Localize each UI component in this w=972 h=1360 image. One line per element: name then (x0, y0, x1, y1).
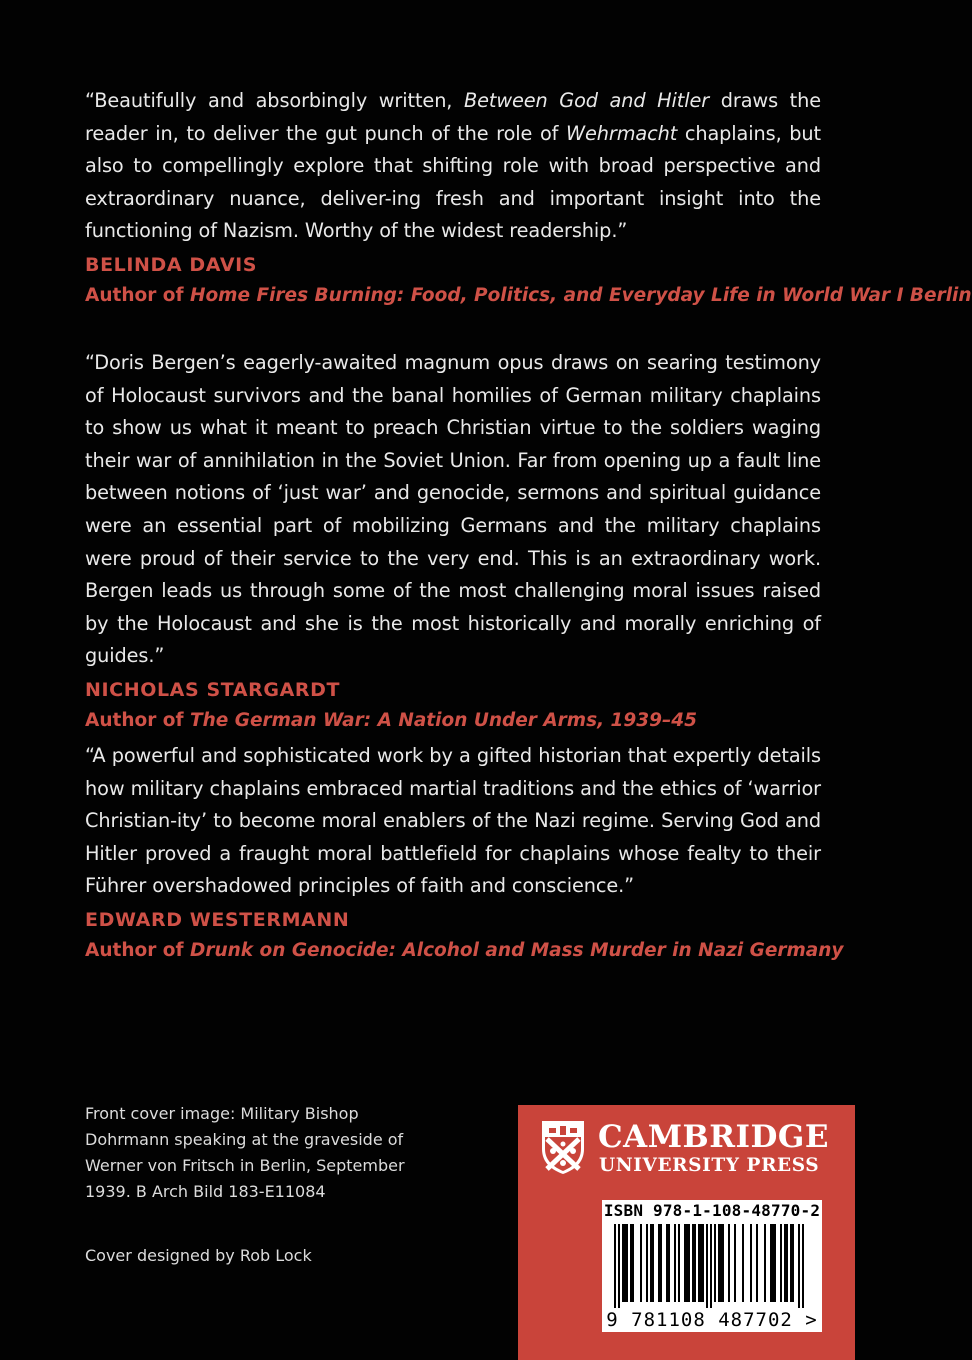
publisher-name: CAMBRIDGE (598, 1119, 829, 1155)
barcode-bar (666, 1224, 668, 1302)
barcode-bar (742, 1224, 744, 1302)
barcode-bar (688, 1224, 690, 1302)
barcode-bar (694, 1224, 696, 1302)
review-quote-davis (85, 85, 821, 248)
barcode-bar (750, 1224, 752, 1302)
barcode-bar (780, 1224, 782, 1302)
isbn-label: ISBN 978-1-108-48770-2 (603, 1201, 821, 1220)
quote-term: Wehrmacht (566, 121, 678, 145)
barcode-bar (706, 1224, 708, 1308)
barcode-bar (718, 1224, 720, 1302)
barcode-bar (734, 1224, 736, 1302)
barcode-bar (770, 1224, 772, 1302)
barcode-bar (728, 1224, 730, 1302)
barcode-bar (698, 1224, 700, 1302)
credit-prefix: Author of (85, 284, 190, 306)
cambridge-shield-icon (540, 1119, 586, 1175)
barcode-bar (652, 1224, 654, 1302)
barcode-bar (622, 1224, 624, 1302)
barcode-bar (660, 1224, 662, 1302)
quote-text: “Beautifully and absorbingly written, (85, 89, 464, 112)
barcode-bar (614, 1224, 616, 1308)
barcode-bar (668, 1224, 670, 1302)
barcode-bar (756, 1224, 758, 1302)
barcode-bar (700, 1224, 702, 1302)
review-block-davis (85, 85, 972, 312)
barcode-bar (710, 1224, 712, 1308)
barcode-bar (714, 1224, 716, 1302)
barcode-bar (772, 1224, 774, 1302)
reviewer-name: NICHOLAS STARGARDT (85, 678, 341, 701)
barcode-bar (786, 1224, 788, 1302)
reviewer-name: BELINDA DAVIS (85, 253, 258, 276)
barcode-bar (802, 1224, 804, 1308)
credit-prefix: Author of (85, 939, 190, 961)
credit-book-title: Home Fires Burning: Food, Politics, and Everyday Life in World War I Berlin (189, 284, 972, 306)
quote-text: draws the reader in, to deliver the gut punch of the role of (85, 89, 822, 145)
barcode-bar (658, 1224, 660, 1302)
barcode-bars (610, 1224, 814, 1308)
reviewer-credit (85, 280, 972, 312)
cover-image-credit: Front cover image: Military Bishop Dohrmann speaking at the graveside of Werner von Fritsch in Berlin, September 1939. B Arch Bild 183-E11084 (85, 1104, 405, 1201)
barcode-bar (764, 1224, 766, 1302)
barcode-bar (640, 1224, 642, 1302)
review-quote-stargardt: “Doris Bergen’s eagerly-awaited magnum opus draws on searing testimony of Holocaust survivors and the banal homilies of German military chaplains to show us what it meant to preach Christian virtue to the soldiers waging their war of annihilation in the Soviet Union. Far from opening up a fault line between notions of ‘just war’ and genocide, sermons and spiritual guidance were an essential part of mobilizing Germans and the military chaplains were proud of their service to the very end. This is an extraordinary work. Bergen leads us through some of the most challenging moral issues raised by the Holocaust and she is the most historically and morally enriching of guides.” (85, 351, 821, 668)
barcode-bar (684, 1224, 686, 1302)
publisher-subname: UNIVERSITY PRESS (599, 1155, 820, 1176)
barcode-bar (618, 1224, 620, 1308)
barcode-bar (790, 1224, 792, 1302)
barcode-bar (792, 1224, 794, 1302)
credit-book-title: Drunk on Genocide: Alcohol and Mass Murder in Nazi Germany (189, 939, 844, 961)
barcode-bar (646, 1224, 648, 1302)
quote-text: chaplains, but also to compellingly explore that shifting role with broad perspective and extraordinary nuance, deliver-ing fresh and important insight into the functioning of Nazism. Worthy of the widest readership.” (85, 121, 822, 243)
credit-prefix: Author of (85, 709, 190, 731)
barcode-bar (692, 1224, 694, 1302)
barcode-bar (722, 1224, 724, 1302)
barcode-bar (630, 1224, 632, 1302)
barcode-bar (702, 1224, 704, 1302)
barcode-bar (774, 1224, 776, 1302)
barcode-bar (624, 1224, 626, 1302)
reviewer-name: EDWARD WESTERMANN (85, 908, 350, 931)
quote-book-title: Between God and Hitler (463, 89, 710, 112)
cover-design-credit: Cover designed by Rob Lock (85, 1246, 312, 1265)
barcode-bar (626, 1224, 628, 1302)
reviewer-credit (85, 935, 844, 967)
barcode-bar (632, 1224, 634, 1302)
barcode-bar (650, 1224, 652, 1302)
barcode-bar (686, 1224, 688, 1302)
barcode-bar (674, 1224, 676, 1302)
review-block-westermann (85, 740, 844, 967)
barcode-number: 9 781108 487702 > (606, 1309, 818, 1331)
publisher-block (518, 1105, 855, 1360)
review-block-stargardt (85, 347, 821, 737)
credit-book-title: The German War: A Nation Under Arms, 1939–45 (189, 709, 698, 731)
review-quote-westermann: “A powerful and sophisticated work by a gifted historian that expertly details how military chaplains embraced martial traditions and the ethics of ‘warrior Christian-ity’ to become moral enablers of the Nazi regime. Serving God and Hitler proved a fraught moral battlefield for chaplains whose fealty to their Führer overshadowed principles of faith and conscience.” (85, 744, 821, 898)
barcode-bar (798, 1224, 800, 1308)
barcode-bar (678, 1224, 680, 1302)
reviewer-credit (85, 705, 821, 737)
barcode-bar (720, 1224, 722, 1302)
barcode-bar (784, 1224, 786, 1302)
isbn-barcode (602, 1200, 822, 1332)
